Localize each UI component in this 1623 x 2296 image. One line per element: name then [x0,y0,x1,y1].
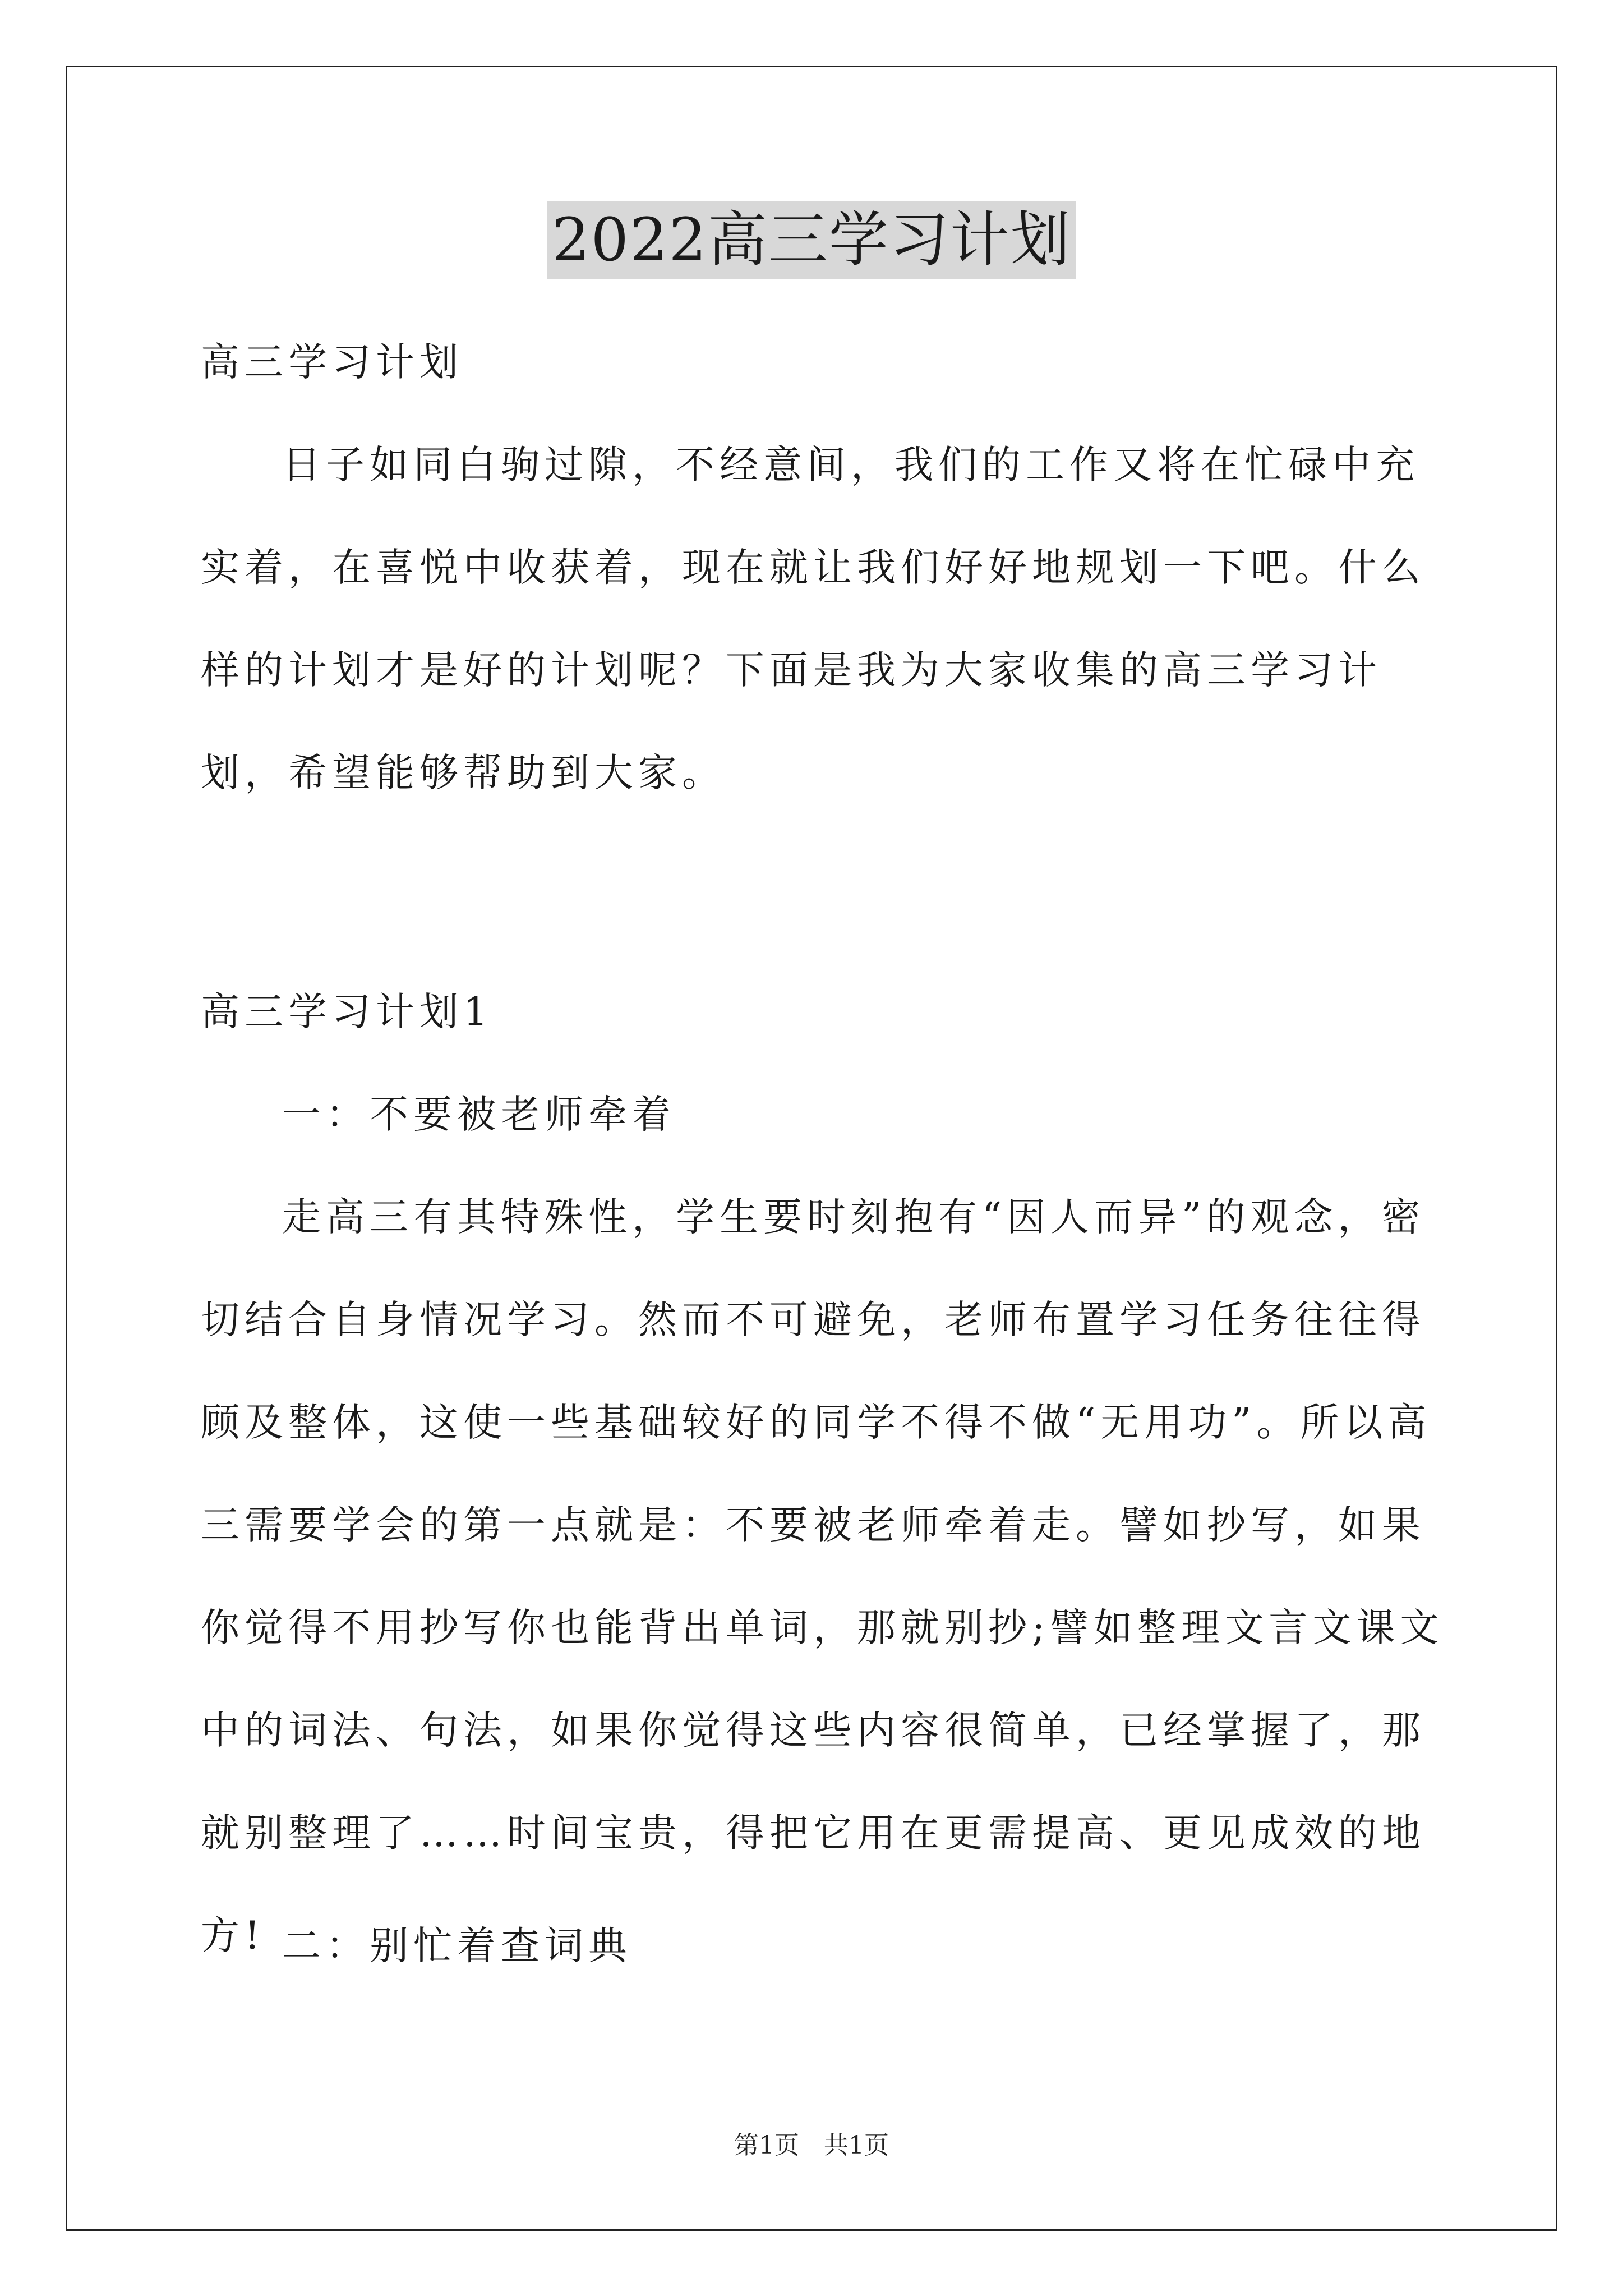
point-two-heading: 二：别忙着查词典 [282,1924,632,1968]
point-one-paragraph: 走高三有其特殊性，学生要时刻抱有“因人而异”的观念，密切结合自身情况学习。然而不可避免，老师布置学习任务往往得顾及整体，这使一些基础较好的同学不得不做“无用功”。所以高三需要学会的第一点就是：不要被老师牵着走。譬如抄写，如果你觉得不用抄写你也能背出单词，那就别抄;譬如整理文言文课文中的词法、句法，如果你觉得这些内容很简单，已经掌握了，那就别整理了……时间宝贵，得把它用在更需提高、更见成效的地方! [201,1195,1444,1958]
subtitle: 高三学习计划 [201,340,463,385]
document-title: 2022高三学习计划 [547,201,1076,279]
title-container [0,201,1623,279]
point-one-heading: 一：不要被老师牵着 [282,1092,676,1137]
section-heading: 高三学习计划1 [201,990,493,1034]
page-number-footer: 第1页 共1页 [734,2131,889,2160]
intro-paragraph: 日子如同白驹过隙，不经意间，我们的工作又将在忙碌中充实着，在喜悦中收获着，现在就让我们好好地规划一下吧。什么样的计划才是好的计划呢？下面是我为大家收集的高三学习计划，希望能够帮助到大家。 [201,443,1426,795]
